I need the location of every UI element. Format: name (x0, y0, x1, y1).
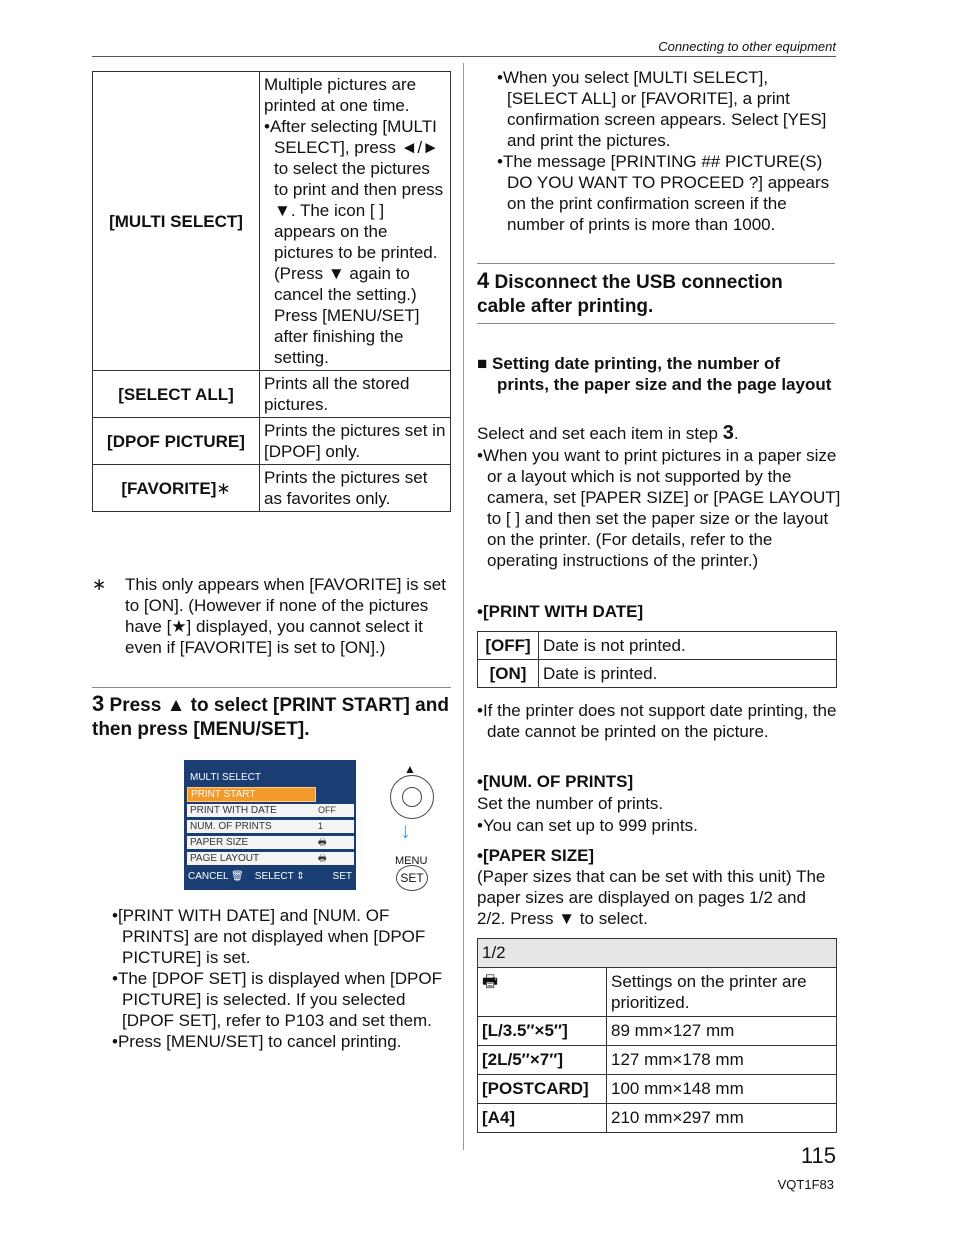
size-key: [A4] (478, 1104, 607, 1133)
mode-desc: Prints all the stored pictures. (260, 371, 451, 418)
size-desc: 127 mm×178 mm (607, 1046, 837, 1075)
table-row (478, 1017, 837, 1046)
list-item: • The message [PRINTING ## PICTURE(S) DO YOU WANT TO PROCEED ?] appears on the print confirmation screen if the number of prints is more than 1000. (497, 151, 835, 235)
printer-icon: 🖶 (478, 968, 607, 1017)
mode-key: [SELECT ALL] (93, 371, 260, 418)
lcd-row-paper-size[interactable]: PAPER SIZE (187, 836, 314, 849)
table-row (93, 465, 451, 512)
mode-after: Press [MENU/SET] after finishing the setting. (274, 306, 420, 367)
date-desc: Date is printed. (539, 660, 837, 688)
settings-intro: Select and set each item in step 3. (477, 422, 739, 444)
up-arrow-icon: ▲ (404, 762, 416, 776)
mode-desc (260, 72, 451, 371)
footnote (92, 574, 452, 658)
size-key: [2L/5″×7″] (478, 1046, 607, 1075)
settings-intro-step: 3 (722, 422, 734, 444)
document-code: VQT1F83 (777, 1177, 834, 1192)
step-3-heading (92, 692, 452, 742)
dial-pad-icon (390, 775, 434, 819)
size-desc: 89 mm×127 mm (607, 1017, 837, 1046)
lcd-row-print-start[interactable]: PRINT START (187, 787, 316, 802)
list-item: • Press [MENU/SET] to cancel printing. (112, 1031, 442, 1052)
mode-key (93, 465, 260, 512)
lcd-select: SELECT (254, 871, 294, 882)
lcd-set: SET (332, 871, 352, 882)
confirmation-notes (497, 67, 835, 235)
list-item: • The [DPOF SET] is displayed when [DPOF PICTURE] is selected. If you selected [DPOF SET], refer to P103 and set them. (112, 968, 442, 1031)
size-desc: 210 mm×297 mm (607, 1104, 837, 1133)
paper-size-label: • [PAPER SIZE] (477, 845, 594, 866)
lcd-footer: CANCEL 🗑 SELECT ⇕ (188, 871, 305, 882)
favorite-note-mark: ∗ (216, 478, 231, 498)
settings-bullet: • When you want to print pictures in a paper size or a layout which is not supported by the camera, set [PAPER SIZE] or [PAGE LAYOUT] to [ ] and then set the paper size or the layout on the printer. (For details, refer to the operating instructions of the printer.) (477, 445, 845, 571)
menu-label: MENU (395, 855, 428, 867)
printer-icon: 🖶 (314, 852, 354, 865)
table-row (478, 939, 837, 968)
divider (477, 323, 835, 324)
footnote-text: This only appears when [FAVORITE] is set to [ON]. (However if none of the pictures have [★] displayed, you cannot select it even if [FAVORITE] is set to [ON].) (125, 575, 446, 657)
set-button-icon: SET (396, 865, 428, 891)
step-text: Disconnect the USB connection cable after printing. (477, 272, 783, 317)
table-row (93, 418, 451, 465)
size-desc: 100 mm×148 mm (607, 1075, 837, 1104)
column-divider (463, 63, 464, 1150)
mode-key: [DPOF PICTURE] (93, 418, 260, 465)
list-item: • When you select [MULTI SELECT], [SELECT ALL] or [FAVORITE], a print confirmation screen appears. Select [YES] and print the pictures. (497, 67, 835, 151)
table-row (478, 660, 837, 688)
print-with-date-table (477, 631, 837, 688)
mode-desc: Prints the pictures set in [DPOF] only. (260, 418, 451, 465)
mode-desc: Prints the pictures set as favorites only. (260, 465, 451, 512)
lcd-row-page-layout[interactable]: PAGE LAYOUT (187, 852, 314, 865)
print-modes-table (92, 71, 451, 512)
settings-intro-text: Select and set each item in step (477, 424, 718, 443)
step-number: 3 (92, 691, 105, 716)
lcd-value: 1 (314, 820, 354, 833)
lcd-cancel: CANCEL (188, 871, 229, 882)
step-4-heading (477, 269, 835, 319)
section-title: Connecting to other equipment (658, 39, 836, 54)
mode-desc-text: Multiple pictures are printed at one time. (264, 75, 417, 115)
table-row (478, 1104, 837, 1133)
num-prints-bullet: • You can set up to 999 prints. (477, 815, 698, 836)
paper-size-table (477, 938, 837, 1133)
print-with-date-label: • [PRINT WITH DATE] (477, 601, 643, 622)
size-key: [POSTCARD] (478, 1075, 607, 1104)
step-3-notes (112, 905, 442, 1052)
table-row (93, 72, 451, 371)
num-prints-label: • [NUM. OF PRINTS] (477, 771, 633, 792)
date-key: [OFF] (478, 632, 539, 660)
date-desc: Date is not printed. (539, 632, 837, 660)
date-note: • If the printer does not support date printing, the date cannot be printed on the picture. (477, 700, 845, 742)
camera-lcd-screen (184, 760, 356, 890)
down-arrow-icon: ↓ (400, 818, 411, 843)
mode-bullet: • After selecting [MULTI SELECT], press ◄/► to select the pictures to print and then press ▼. The icon [ ] appears on the pictures to be printed. (Press ▼ again to cancel the setting.) (264, 116, 446, 305)
table-row (478, 1046, 837, 1075)
lcd-title: MULTI SELECT (190, 772, 261, 783)
divider (92, 687, 451, 688)
size-desc: Settings on the printer are prioritized. (607, 968, 837, 1017)
list-item: • [PRINT WITH DATE] and [NUM. OF PRINTS] are not displayed when [DPOF PICTURE] is set. (112, 905, 442, 968)
mode-key-text: [FAVORITE] (121, 478, 217, 498)
paper-size-text: (Paper sizes that can be set with this unit) The paper sizes are displayed on pages 1/2 and 2/2. Press ▼ to select. (477, 867, 826, 928)
printer-icon: 🖶 (314, 836, 354, 849)
step-number: 4 (477, 268, 490, 293)
table-row (478, 968, 837, 1017)
date-key: [ON] (478, 660, 539, 688)
lcd-row-print-with-date[interactable]: PRINT WITH DATE (187, 804, 314, 817)
page-number: 115 (800, 1143, 836, 1168)
divider (477, 263, 835, 264)
settings-heading: ■ Setting date printing, the number of prints, the paper size and the page layout (477, 354, 832, 394)
lcd-value: OFF (314, 804, 354, 817)
lcd-row-num-prints[interactable]: NUM. OF PRINTS (187, 820, 314, 833)
table-row (478, 632, 837, 660)
mode-key: [MULTI SELECT] (93, 72, 260, 371)
table-row (478, 1075, 837, 1104)
step-text: Press ▲ to select [PRINT START] and then press [MENU/SET]. (92, 695, 449, 740)
settings-heading-text: Setting date printing, the number of prints, the paper size and the page layout (492, 354, 832, 394)
size-key: [L/3.5″×5″] (478, 1017, 607, 1046)
table-row (93, 371, 451, 418)
footnote-mark: ∗ (92, 575, 107, 594)
table-page: 1/2 (478, 939, 837, 968)
num-prints-text: Set the number of prints. (477, 794, 664, 813)
page-header (92, 34, 836, 57)
